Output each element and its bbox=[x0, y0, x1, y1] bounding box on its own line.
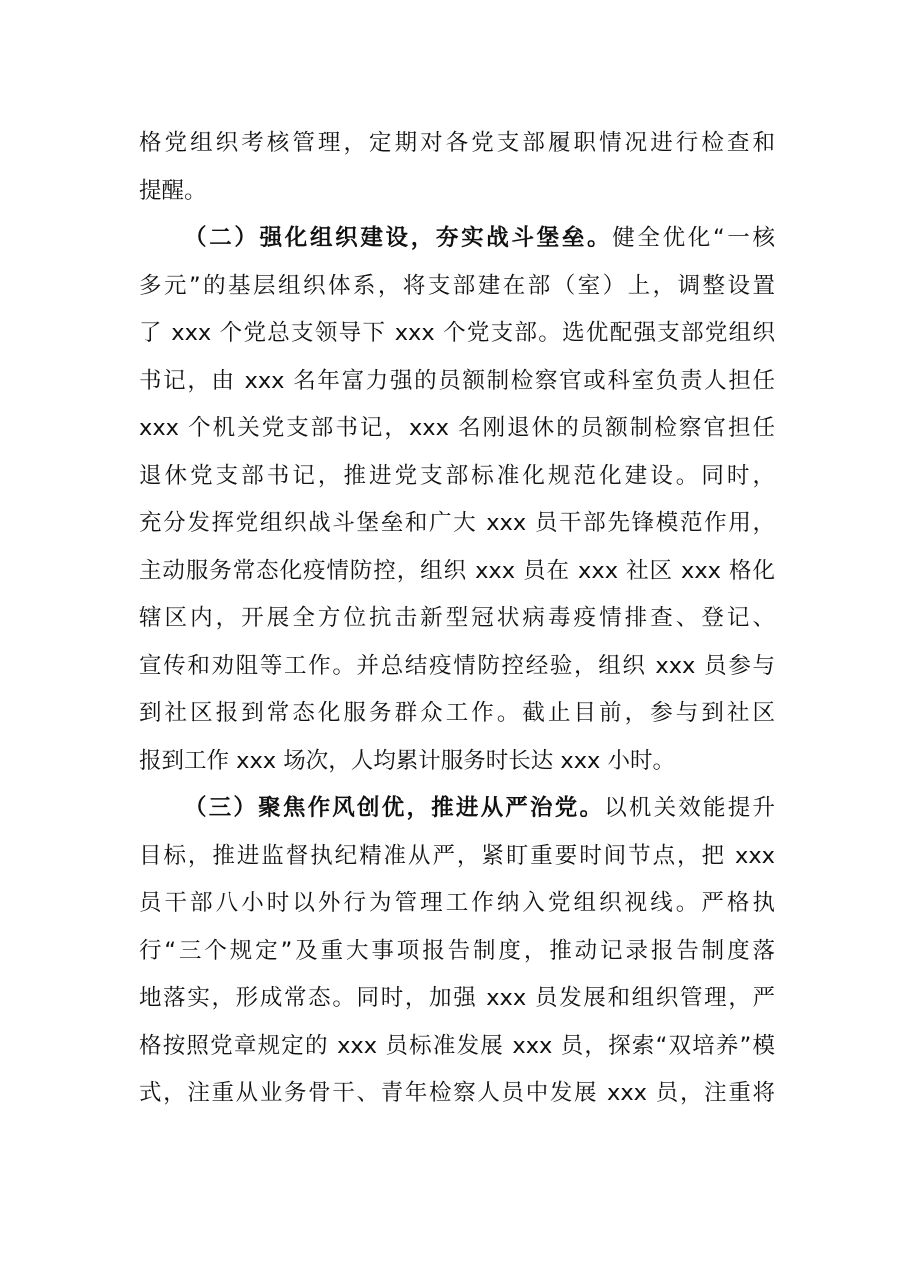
text-line: 提醒。 bbox=[139, 177, 207, 204]
text-line: 到社区报到常态化服务群众工作。截止目前，参与到社区 bbox=[139, 700, 775, 726]
text-line: 报到工作 xxx 场次，人均累计服务时长达 xxx 小时。 bbox=[139, 747, 676, 774]
text-line: 书记，由 xxx 名年富力强的员额制检察官或科室负责人担任 bbox=[139, 367, 775, 394]
text-line: 行“三个规定”及重大事项报告制度，推动记录报告制度落 bbox=[139, 937, 775, 964]
text-line: 退休党支部书记，推进党支部标准化规范化建设。同时， bbox=[139, 462, 775, 489]
text-line: 格按照党章规定的 xxx 员标准发展 xxx 员，探索“双培养”模 bbox=[139, 1032, 775, 1059]
text-line: 辖区内，开展全方位抗击新型冠状病毒疫情排查、登记、 bbox=[139, 605, 775, 631]
text-line: 员干部八小时以外行为管理工作纳入党组织视线。严格执 bbox=[139, 890, 775, 916]
section-2-heading: （二）强化组织建设，夯实战斗堡垒。 bbox=[184, 225, 613, 251]
text-line: xxx 个机关党支部书记，xxx 名刚退休的员额制检察官担任 bbox=[139, 415, 775, 441]
text-line: 多元”的基层组织体系，将支部建在部（室）上，调整设置 bbox=[139, 272, 775, 299]
text-line: 格党组织考核管理，定期对各党支部履职情况进行检查和 bbox=[139, 130, 775, 156]
section-3-lead-text: 以机关效能提升 bbox=[604, 795, 775, 821]
text-line: 目标，推进监督执纪精准从严，紧盯重要时间节点，把 xxx bbox=[139, 842, 775, 869]
text-line: 主动服务常态化疫情防控，组织 xxx 员在 xxx 社区 xxx 格化 bbox=[139, 557, 775, 584]
text-line: 地落实，形成常态。同时，加强 xxx 员发展和组织管理，严 bbox=[139, 985, 775, 1011]
document-body bbox=[139, 120, 775, 1118]
text-line: 了 xxx 个党总支领导下 xxx 个党支部。选优配强支部党组织 bbox=[139, 320, 775, 346]
section-2-first-line bbox=[139, 215, 775, 263]
section-2-lead-text: 健全优化“一核 bbox=[612, 225, 775, 251]
text-line: 式，注重从业务骨干、青年检察人员中发展 xxx 员，注重将 bbox=[139, 1080, 775, 1106]
text-line: 宣传和劝阻等工作。并总结疫情防控经验，组织 xxx 员参与 bbox=[139, 652, 775, 679]
section-3-first-line bbox=[139, 785, 775, 833]
text-line: 充分发挥党组织战斗堡垒和广大 xxx 员干部先锋模范作用， bbox=[139, 510, 775, 536]
section-3-heading: （三）聚焦作风创优，推进从严治党。 bbox=[184, 795, 605, 821]
